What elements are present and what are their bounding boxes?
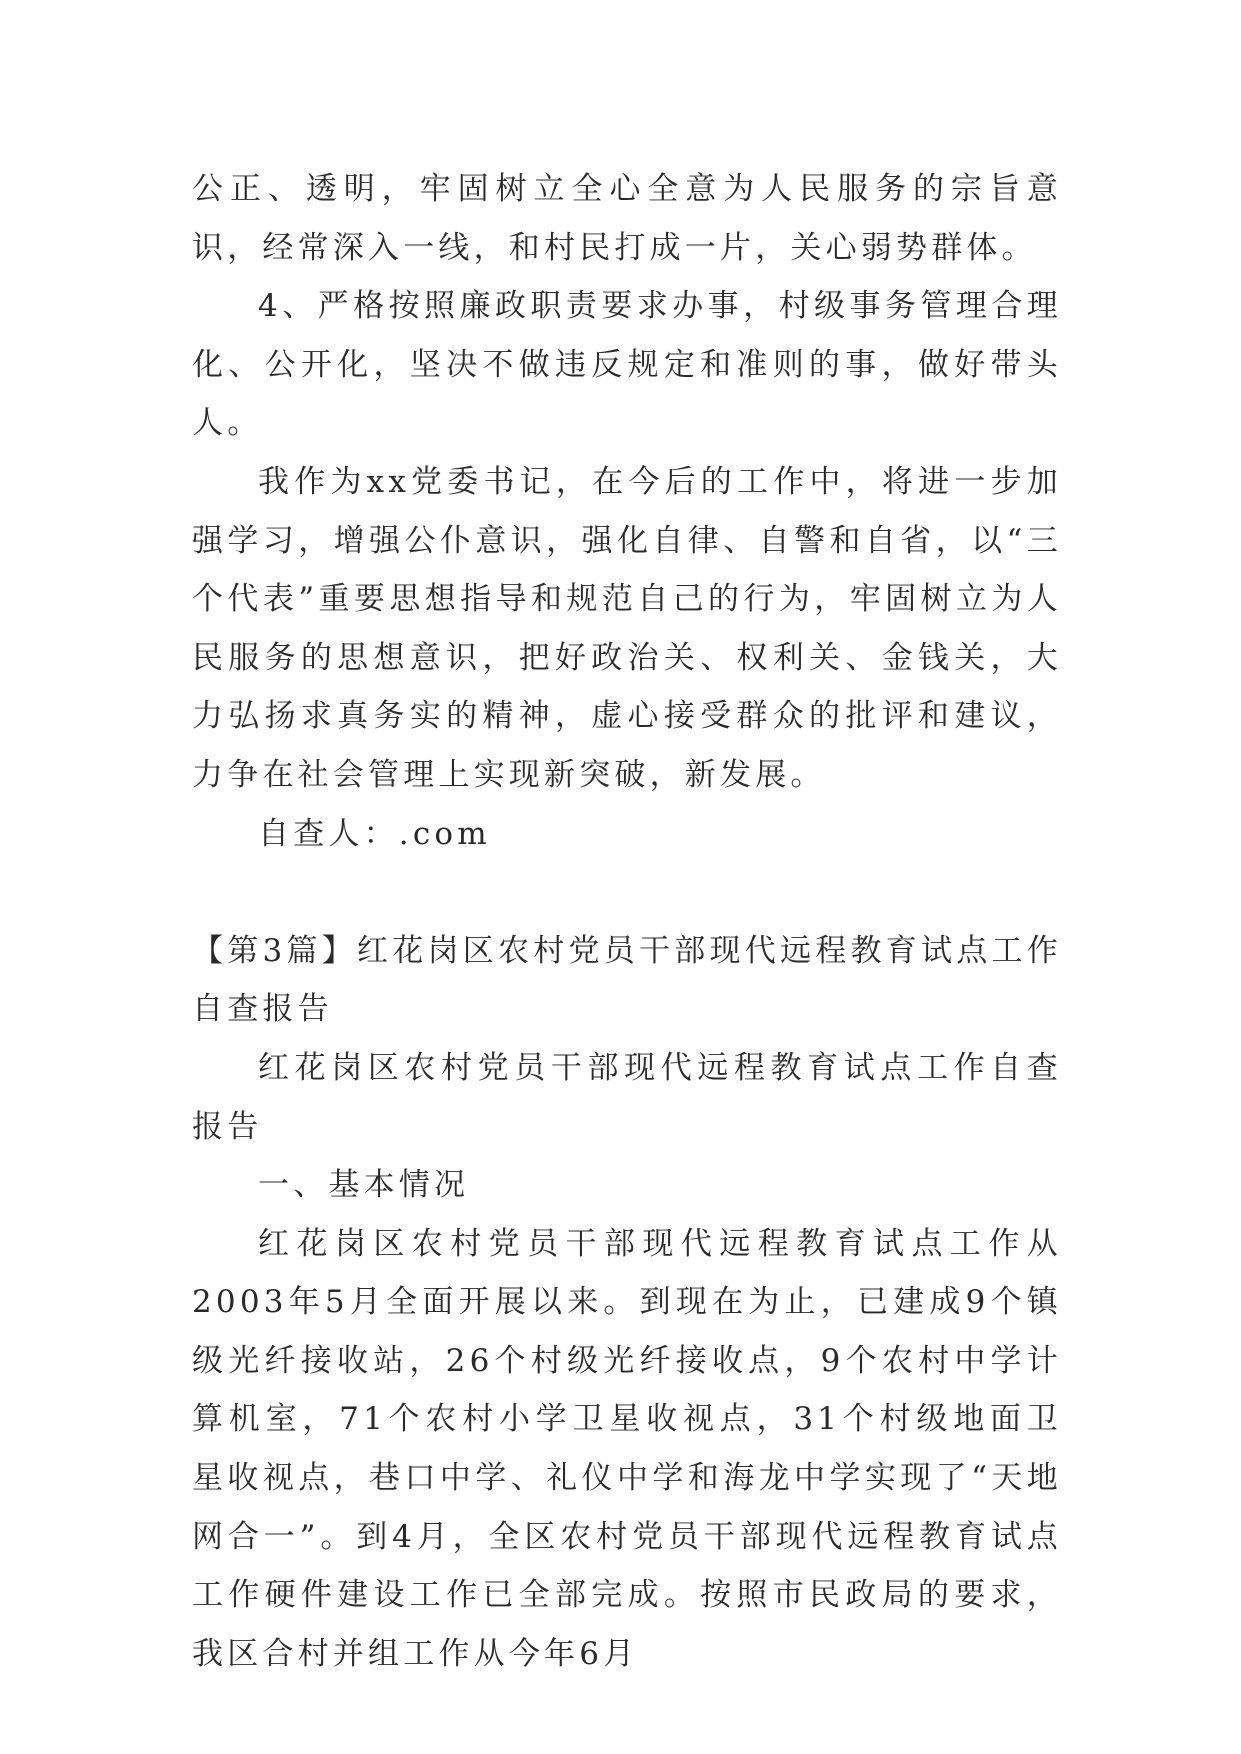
report-title: 红花岗区农村党员干部现代远程教育试点工作自查报告 [192,1049,1062,1145]
paragraph-signature: 自查人：.com [258,815,491,852]
paragraph-spacer [192,863,1062,922]
paragraph-service-principle: 公正、透明，牢固树立全心全意为人民服务的宗旨意识，经常深入一线，和村民打成一片，关心弱势群体。 [192,171,1062,266]
paragraph-commitment: 我作为xx党委书记，在今后的工作中，将进一步加强学习，增强公仆意识，强化自律、自警和自省，以“三个代表”重要思想指导和规范自己的行为，牢固树立为人民服务的思想意识，把好政治关、权利关、金钱关，大力弘扬求真务实的精神，虚心接受群众的批评和建议，力争在社会管理上实现新突破，新发展。 [192,463,1062,793]
paragraph-basic-situation: 红花岗区农村党员干部现代远程教育试点工作从2003年5月全面开展以来。到现在为止，已建成9个镇级光纤接收站，26个村级光纤接收点，9个农村中学计算机室，71个农村小学卫星收视点，31个村级地面卫星收视点，巷口中学、礼仪中学和海龙中学实现了“天地网合一”。到4月，全区农村党员干部现代远程教育试点工作硬件建设工作已全部完成。按照市民政局的要求，我区合村并组工作从今年6月 [192,1225,1062,1672]
section-heading: 【第3篇】红花岗区农村党员干部现代远程教育试点工作自查报告 [192,932,1062,1028]
subheading-basic-situation: 一、基本情况 [258,1167,470,1204]
paragraph-item-4: 4、严格按照廉政职责要求办事，村级事务管理合理化、公开化，坚决不做违反规定和准则的事，做好带头人。 [192,288,1062,442]
document-body [192,160,1062,1683]
